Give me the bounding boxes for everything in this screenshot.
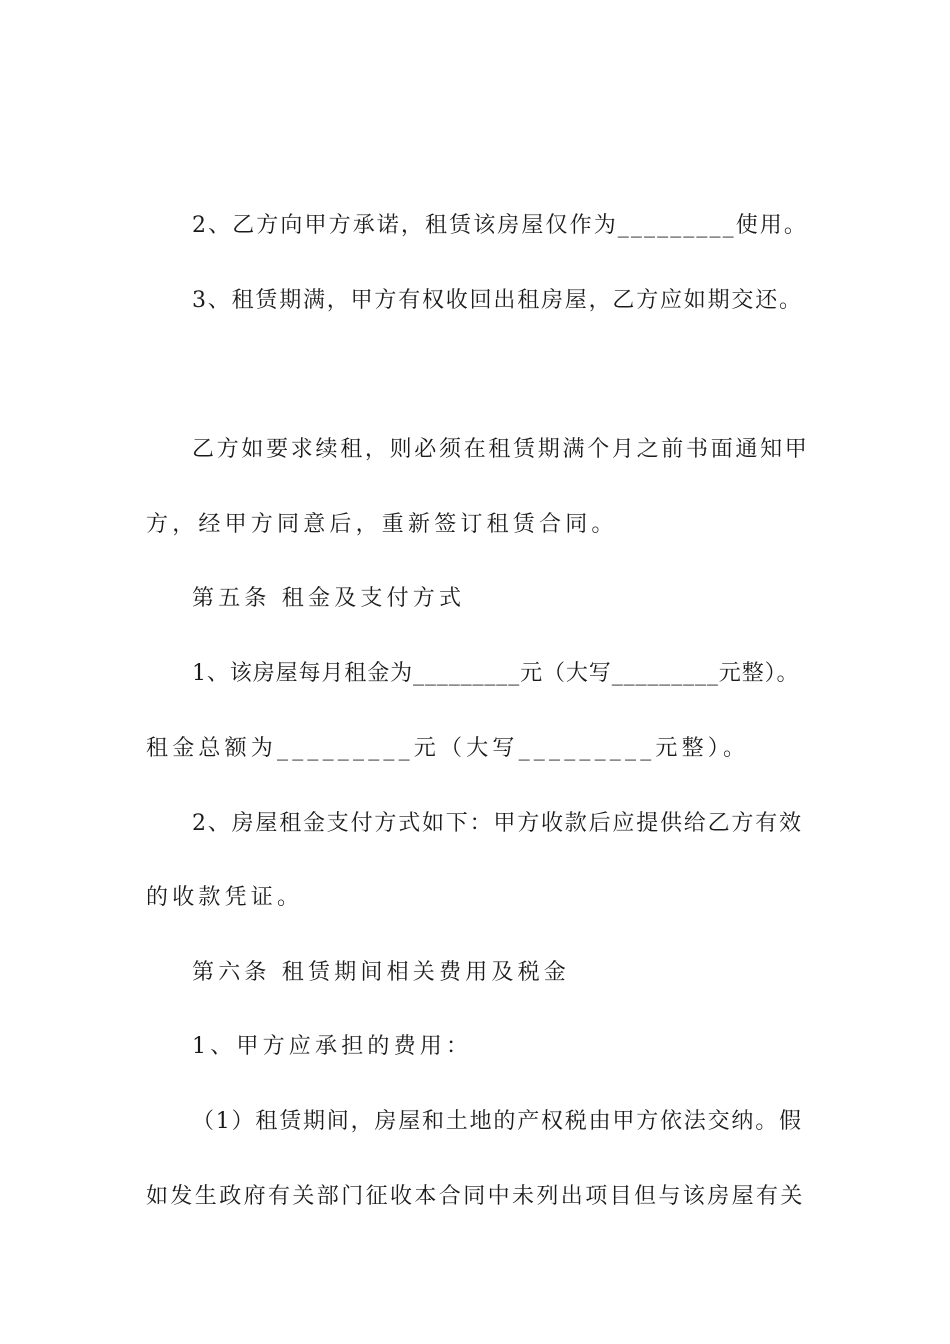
- clause-6-item-1-sub-1-line-1: （1）租赁期间，房屋和土地的产权税由甲方依法交纳。假: [192, 1109, 803, 1134]
- clause-5-heading: 第五条 租金及支付方式: [192, 586, 466, 611]
- clause-5-item-2-line-2: 的收款凭证。: [146, 885, 304, 910]
- clause-6-item-1-sub-1-line-2: 如发生政府有关部门征收本合同中未列出项目但与该房屋有关: [146, 1184, 805, 1209]
- clause-5-item-1-line-1: 1、该房屋每月租金为_________元（大写_________元整）。: [192, 661, 800, 686]
- renewal-paragraph-line-2: 方，经甲方同意后，重新签订租赁合同。: [146, 512, 618, 537]
- clause-5-item-2-line-1: 2、房屋租金支付方式如下：甲方收款后应提供给乙方有效: [192, 811, 803, 836]
- clause-5-item-1-line-2: 租金总额为_________元（大写_________元整）。: [146, 736, 750, 761]
- renewal-paragraph-line-1: 乙方如要求续租，则必须在租赁期满个月之前书面通知甲: [192, 437, 810, 462]
- clause-6-item-1: 1、甲方应承担的费用：: [192, 1034, 473, 1059]
- clause-6-heading: 第六条 租赁期间相关费用及税金: [192, 960, 570, 985]
- clause-4-item-2: 2、乙方向甲方承诺，租赁该房屋仅作为_________使用。: [192, 213, 808, 238]
- clause-4-item-3: 3、租赁期满，甲方有权收回出租房屋，乙方应如期交还。: [192, 288, 803, 313]
